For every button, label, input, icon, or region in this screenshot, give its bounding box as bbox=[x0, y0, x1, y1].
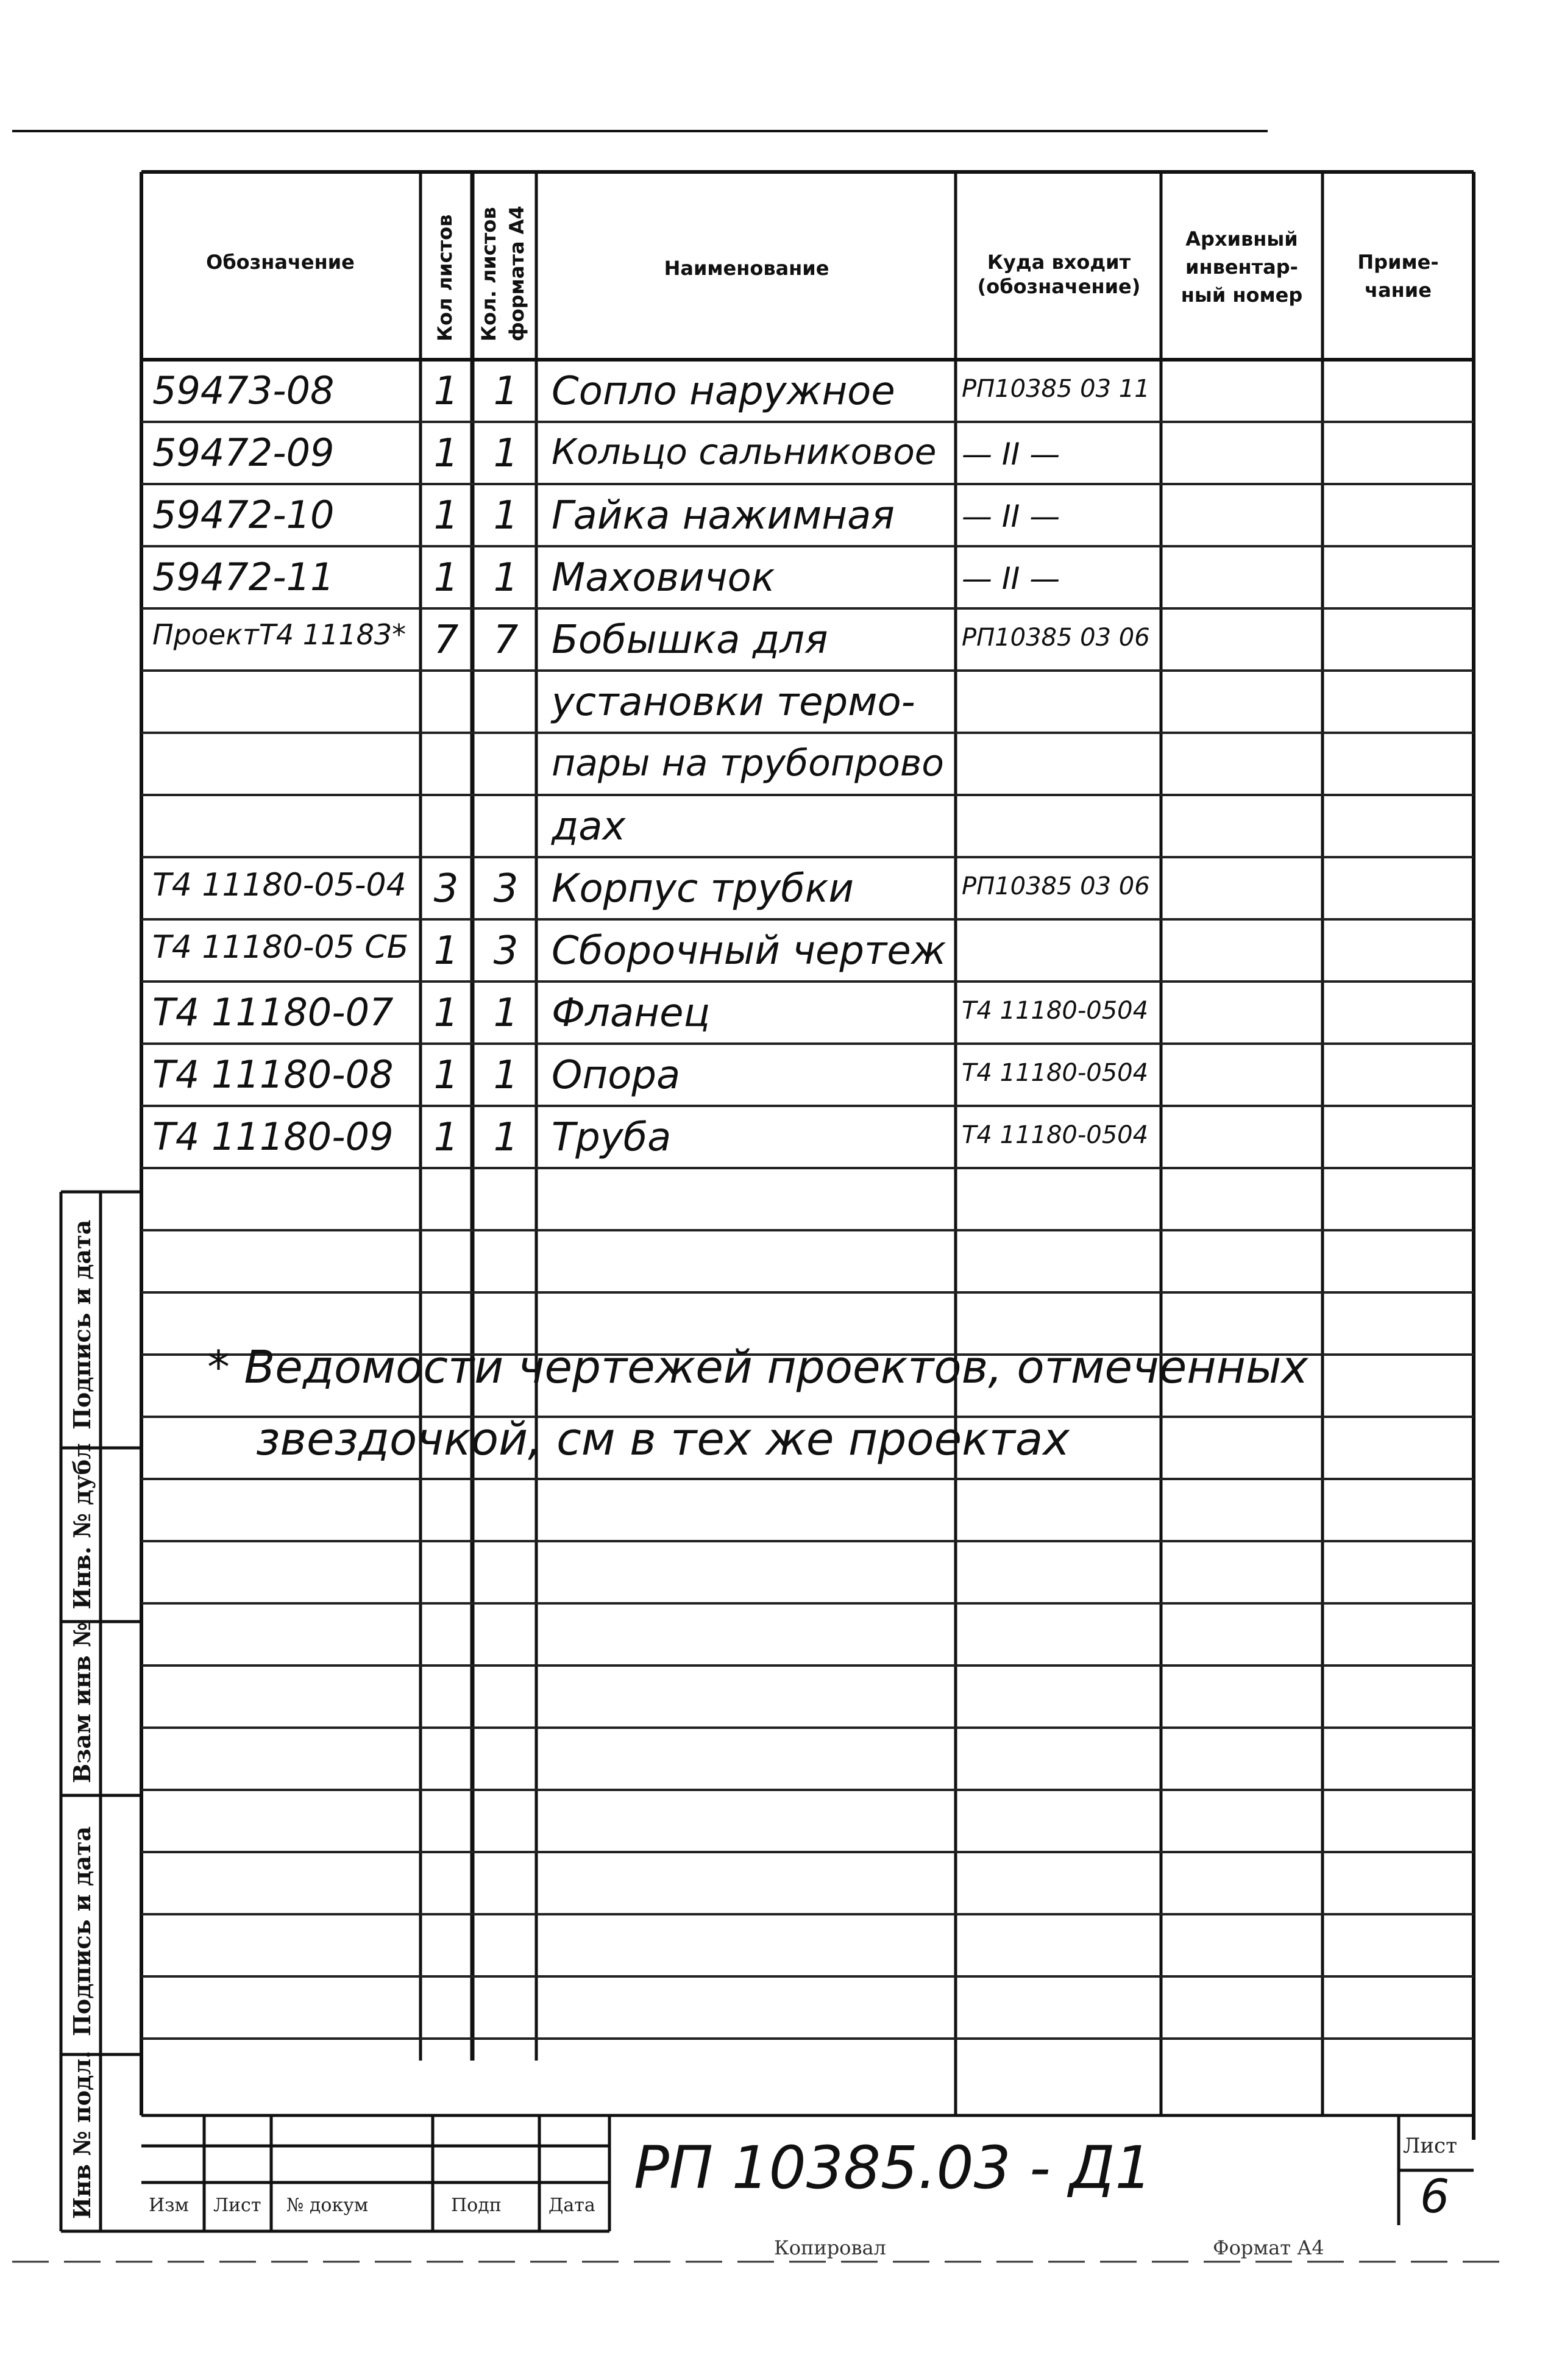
header-note-line2: чание bbox=[1365, 279, 1432, 302]
row-designation: Т4 11180-09 bbox=[152, 1114, 394, 1159]
note-line-2: звездочкой, см в тех же проектах bbox=[256, 1413, 1070, 1466]
row-sheets: 1 bbox=[433, 493, 459, 538]
row-sheets: 1 bbox=[433, 1115, 459, 1160]
row-a4: 3 bbox=[493, 928, 519, 974]
row-where: Т4 11180-0504 bbox=[962, 1059, 1149, 1087]
footer-copied: Копировал bbox=[774, 2236, 886, 2259]
row-sheets: 1 bbox=[433, 1053, 459, 1098]
header-a4-count-line1: Кол. листов bbox=[477, 207, 500, 341]
row-a4: 1 bbox=[493, 1115, 519, 1160]
row-a4: 1 bbox=[493, 369, 519, 414]
row-name: Корпус трубки bbox=[552, 866, 854, 911]
stamp-col-change: Изм bbox=[149, 2195, 189, 2216]
row-sheets: 1 bbox=[433, 991, 459, 1036]
row-where: Т4 11180-0504 bbox=[962, 1121, 1149, 1149]
header-archive-line1: Архивный bbox=[1185, 227, 1298, 251]
header-designation: Обозначение bbox=[206, 251, 355, 274]
row-sheets: 1 bbox=[433, 369, 459, 414]
stamp-col-sheet: Лист bbox=[213, 2195, 261, 2216]
header-where-line1: Куда входит bbox=[987, 251, 1131, 274]
side-label-replace-inv: Взам инв № bbox=[68, 1622, 96, 1783]
stamp-sheet-number: 6 bbox=[1420, 2169, 1450, 2223]
row-sheets: 1 bbox=[433, 431, 459, 476]
row-name: дах bbox=[552, 804, 626, 849]
row-name: Сборочный чертеж bbox=[552, 928, 946, 974]
row-where: РП10385 03 06 bbox=[962, 624, 1150, 652]
side-label-dup-inv: Инв. № дубл bbox=[68, 1443, 96, 1609]
row-where: РП10385 03 11 bbox=[962, 375, 1150, 403]
row-sheets: 1 bbox=[433, 928, 459, 974]
header-where-line2: (обозначение) bbox=[977, 275, 1141, 298]
row-name: Фланец bbox=[552, 991, 710, 1036]
header-note-line1: Приме- bbox=[1357, 251, 1439, 274]
row-designation: Т4 11180-07 bbox=[152, 990, 394, 1035]
row-designation: 59472-10 bbox=[152, 493, 335, 537]
header-archive-line2: инвентар- bbox=[1185, 255, 1298, 279]
row-name: Кольцо сальниковое bbox=[552, 431, 937, 472]
row-name: Гайка нажимная bbox=[552, 493, 895, 538]
row-sheets: 1 bbox=[433, 555, 459, 600]
row-a4: 1 bbox=[493, 1053, 519, 1098]
header-sheet-count: Кол листов bbox=[433, 214, 456, 341]
row-a4: 3 bbox=[493, 866, 519, 911]
row-designation: ПроектТ4 11183* bbox=[152, 618, 407, 651]
row-name: Сопло наружное bbox=[552, 369, 895, 414]
row-a4: 1 bbox=[493, 555, 519, 600]
row-name: Бобышка для bbox=[552, 618, 828, 663]
row-a4: 1 bbox=[493, 431, 519, 476]
side-label-sign-date-2: Подпись и дата bbox=[68, 1826, 96, 2036]
row-a4: 1 bbox=[493, 991, 519, 1036]
side-label-orig-inv: Инв № подл. bbox=[68, 2050, 96, 2219]
side-label-sign-date-1: Подпись и дата bbox=[68, 1219, 96, 1430]
header-name: Наименование bbox=[664, 257, 829, 280]
stamp-sheet-label: Лист bbox=[1403, 2134, 1457, 2158]
row-where: — II — bbox=[962, 499, 1060, 534]
stamp-col-doc: № докум bbox=[286, 2195, 369, 2216]
row-designation: 59472-11 bbox=[152, 555, 335, 599]
row-where: — II — bbox=[962, 561, 1060, 596]
row-name: Опора bbox=[552, 1053, 681, 1098]
row-designation: 59473-08 bbox=[152, 368, 335, 413]
header-archive-line3: ный номер bbox=[1181, 283, 1303, 307]
row-designation: Т4 11180-05-04 bbox=[152, 867, 407, 903]
row-sheets: 7 bbox=[433, 618, 459, 663]
stamp-col-sign: Подп bbox=[451, 2195, 502, 2216]
row-designation: 59472-09 bbox=[152, 430, 335, 475]
row-where: РП10385 03 06 bbox=[962, 872, 1150, 900]
row-name: Маховичок bbox=[552, 555, 775, 600]
document-code: РП 10385.03 - Д1 bbox=[634, 2134, 1152, 2202]
row-name: установки термо- bbox=[552, 680, 915, 725]
row-where: — II — bbox=[962, 436, 1060, 472]
row-where: Т4 11180-0504 bbox=[962, 997, 1149, 1025]
row-designation: Т4 11180-08 bbox=[152, 1052, 394, 1097]
row-designation: Т4 11180-05 СБ bbox=[152, 929, 409, 966]
row-name: Труба bbox=[552, 1115, 672, 1160]
footer-format: Формат А4 bbox=[1213, 2236, 1324, 2259]
row-sheets: 3 bbox=[433, 866, 459, 911]
row-a4: 1 bbox=[493, 493, 519, 538]
header-a4-count-line2: формата А4 bbox=[505, 205, 528, 341]
stamp-col-date: Дата bbox=[549, 2195, 595, 2216]
row-name: пары на трубопрово bbox=[552, 742, 944, 785]
note-line-1: * Ведомости чертежей проектов, отмеченных bbox=[207, 1341, 1308, 1394]
row-a4: 7 bbox=[493, 618, 519, 663]
